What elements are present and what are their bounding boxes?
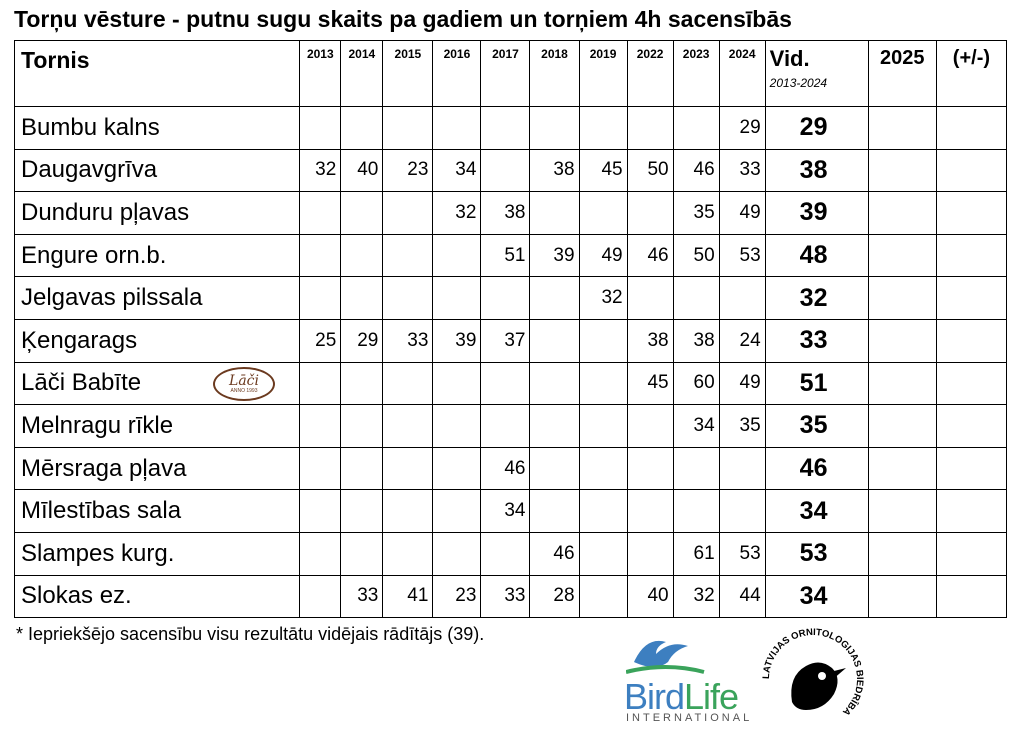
- diff-cell: [936, 107, 1006, 150]
- year-header: 2017: [481, 41, 530, 107]
- year-value-cell: 46: [627, 234, 673, 277]
- table-row: [15, 575, 1007, 618]
- year-value-cell: [341, 277, 383, 320]
- table-row: [15, 234, 1007, 277]
- diff-cell: [936, 575, 1006, 618]
- tower-name-cell: [15, 107, 300, 150]
- year-value-cell: [579, 405, 627, 448]
- tower-history-table: [14, 40, 1007, 618]
- laci-logo-sub: ANNO 1993: [230, 387, 258, 394]
- year-value-cell: [300, 107, 341, 150]
- average-value-cell: 38: [765, 149, 868, 192]
- diff-cell: [936, 277, 1006, 320]
- year-2025-cell: [868, 405, 936, 448]
- year-value-cell: [300, 447, 341, 490]
- footnote: * Iepriekšējo sacensību visu rezultātu vidējais rādītājs (39).: [16, 624, 485, 644]
- year-value-cell: [341, 362, 383, 405]
- tower-name: Slampes kurg.: [21, 539, 175, 567]
- year-2025-cell: [868, 362, 936, 405]
- year-value-cell: [579, 490, 627, 533]
- year-value-cell: [481, 362, 530, 405]
- tower-name: Daugavgrīva: [21, 156, 158, 184]
- table-row: [15, 447, 1007, 490]
- year-value-cell: [579, 107, 627, 150]
- laci-sponsor-logo: [213, 367, 275, 401]
- year-value-cell: [530, 277, 579, 320]
- year-2025-cell: [868, 490, 936, 533]
- year-header: 2015: [383, 41, 433, 107]
- year-value-cell: 40: [627, 575, 673, 618]
- diff-cell: [936, 405, 1006, 448]
- table-row: [15, 192, 1007, 235]
- year-header: 2016: [433, 41, 481, 107]
- year-value-cell: [673, 107, 719, 150]
- year-2025-cell: [868, 319, 936, 362]
- year-value-cell: [719, 447, 765, 490]
- header-row: [15, 41, 1007, 107]
- year-2025-cell: [868, 532, 936, 575]
- average-label: Vid.: [769, 46, 810, 71]
- year-value-cell: [383, 532, 433, 575]
- year-value-cell: [383, 107, 433, 150]
- year-value-cell: 40: [341, 149, 383, 192]
- year-value-cell: [300, 575, 341, 618]
- year-value-cell: [579, 447, 627, 490]
- average-value-cell: 51: [765, 362, 868, 405]
- diff-cell: [936, 149, 1006, 192]
- birdlife-international-text: INTERNATIONAL: [626, 712, 753, 724]
- year-value-cell: 39: [530, 234, 579, 277]
- year-value-cell: 35: [673, 192, 719, 235]
- year-2025-cell: [868, 575, 936, 618]
- year-value-cell: [530, 490, 579, 533]
- year-value-cell: [530, 362, 579, 405]
- birdlife-bird-icon: [626, 632, 706, 680]
- year-value-cell: [673, 277, 719, 320]
- tower-name-cell: [15, 149, 300, 192]
- year-value-cell: 38: [481, 192, 530, 235]
- year-value-cell: [530, 192, 579, 235]
- year-value-cell: 34: [481, 490, 530, 533]
- year-value-cell: 29: [341, 319, 383, 362]
- year-value-cell: [719, 277, 765, 320]
- tower-name-cell: [15, 319, 300, 362]
- diff-cell: [936, 319, 1006, 362]
- year-value-cell: [433, 405, 481, 448]
- year-value-cell: [673, 490, 719, 533]
- year-value-cell: [579, 532, 627, 575]
- year-value-cell: [341, 405, 383, 448]
- tower-name-cell: [15, 447, 300, 490]
- year-value-cell: 25: [300, 319, 341, 362]
- year-2025-cell: [868, 107, 936, 150]
- year-value-cell: [383, 234, 433, 277]
- year-2025-header: 2025: [868, 41, 936, 107]
- year-value-cell: [300, 405, 341, 448]
- year-value-cell: 49: [719, 362, 765, 405]
- table-row: [15, 405, 1007, 448]
- year-header: 2019: [579, 41, 627, 107]
- tower-name-cell: [15, 192, 300, 235]
- year-value-cell: [719, 490, 765, 533]
- year-value-cell: 50: [673, 234, 719, 277]
- average-value-cell: 48: [765, 234, 868, 277]
- tower-name-cell: [15, 362, 300, 405]
- year-value-cell: [341, 107, 383, 150]
- average-value-cell: 53: [765, 532, 868, 575]
- year-value-cell: 34: [673, 405, 719, 448]
- year-2025-cell: [868, 277, 936, 320]
- table-row: [15, 277, 1007, 320]
- year-header: 2024: [719, 41, 765, 107]
- diff-cell: [936, 447, 1006, 490]
- year-2025-cell: [868, 234, 936, 277]
- diff-cell: [936, 234, 1006, 277]
- tower-name-cell: [15, 575, 300, 618]
- lob-bird-icon: [791, 662, 837, 710]
- laci-logo-text: Lāči: [229, 372, 259, 389]
- year-value-cell: [433, 362, 481, 405]
- year-value-cell: 38: [627, 319, 673, 362]
- year-value-cell: 51: [481, 234, 530, 277]
- year-value-cell: 35: [719, 405, 765, 448]
- table-row: [15, 490, 1007, 533]
- year-header: 2013: [300, 41, 341, 107]
- year-value-cell: [300, 490, 341, 533]
- year-value-cell: [383, 192, 433, 235]
- diff-cell: [936, 532, 1006, 575]
- year-value-cell: [300, 277, 341, 320]
- year-value-cell: [341, 447, 383, 490]
- tower-name-cell: [15, 405, 300, 448]
- tower-name-cell: [15, 234, 300, 277]
- year-value-cell: 23: [433, 575, 481, 618]
- year-value-cell: [383, 277, 433, 320]
- year-value-cell: 49: [579, 234, 627, 277]
- year-value-cell: [530, 405, 579, 448]
- average-value-cell: 34: [765, 575, 868, 618]
- birdlife-life-text: Life: [684, 676, 739, 717]
- year-value-cell: [433, 490, 481, 533]
- table-row: [15, 532, 1007, 575]
- year-value-cell: [341, 532, 383, 575]
- year-value-cell: [433, 532, 481, 575]
- year-value-cell: 53: [719, 532, 765, 575]
- year-header: 2018: [530, 41, 579, 107]
- year-value-cell: [383, 405, 433, 448]
- year-value-cell: 28: [530, 575, 579, 618]
- table-row: [15, 362, 1007, 405]
- year-2025-cell: [868, 192, 936, 235]
- year-value-cell: 61: [673, 532, 719, 575]
- year-value-cell: 32: [433, 192, 481, 235]
- year-value-cell: [481, 149, 530, 192]
- average-header: [765, 41, 868, 107]
- tower-name: Jelgavas pilssala: [21, 284, 203, 312]
- page-title: Torņu vēsture - putnu sugu skaits pa gadiem un torņiem 4h sacensībās: [14, 6, 792, 32]
- year-value-cell: [579, 319, 627, 362]
- diff-cell: [936, 362, 1006, 405]
- year-value-cell: 49: [719, 192, 765, 235]
- tornis-header: Tornis: [15, 41, 300, 107]
- year-value-cell: [627, 447, 673, 490]
- tower-name: Mīlestības sala: [21, 497, 182, 525]
- year-value-cell: 33: [341, 575, 383, 618]
- year-value-cell: 23: [383, 149, 433, 192]
- year-value-cell: 32: [673, 575, 719, 618]
- year-value-cell: 41: [383, 575, 433, 618]
- year-value-cell: [627, 192, 673, 235]
- year-value-cell: [383, 490, 433, 533]
- year-value-cell: [383, 447, 433, 490]
- tower-name: Slokas ez.: [21, 582, 132, 610]
- tower-name: Dunduru pļavas: [21, 198, 190, 226]
- year-value-cell: 53: [719, 234, 765, 277]
- diff-header: (+/-): [936, 41, 1006, 107]
- lob-logo: [758, 624, 868, 734]
- year-value-cell: [383, 362, 433, 405]
- year-value-cell: [300, 532, 341, 575]
- year-value-cell: 46: [530, 532, 579, 575]
- birdlife-logo: [620, 632, 760, 727]
- year-value-cell: [481, 532, 530, 575]
- year-value-cell: [341, 234, 383, 277]
- year-value-cell: 32: [300, 149, 341, 192]
- year-value-cell: 50: [627, 149, 673, 192]
- year-value-cell: 39: [433, 319, 481, 362]
- year-value-cell: [481, 277, 530, 320]
- year-header: 2023: [673, 41, 719, 107]
- year-value-cell: [481, 405, 530, 448]
- year-value-cell: [433, 277, 481, 320]
- diff-cell: [936, 192, 1006, 235]
- average-range: 2013-2024: [769, 76, 828, 90]
- year-value-cell: 45: [627, 362, 673, 405]
- year-value-cell: [627, 532, 673, 575]
- year-header: 2022: [627, 41, 673, 107]
- table-row: [15, 319, 1007, 362]
- year-value-cell: 34: [433, 149, 481, 192]
- year-value-cell: [579, 575, 627, 618]
- year-value-cell: [300, 362, 341, 405]
- average-value-cell: 32: [765, 277, 868, 320]
- year-value-cell: 44: [719, 575, 765, 618]
- tower-name-cell: [15, 277, 300, 320]
- tower-name-cell: [15, 532, 300, 575]
- average-value-cell: 33: [765, 319, 868, 362]
- year-2025-cell: [868, 447, 936, 490]
- year-value-cell: 32: [579, 277, 627, 320]
- year-value-cell: 33: [383, 319, 433, 362]
- average-value-cell: 46: [765, 447, 868, 490]
- year-value-cell: 46: [481, 447, 530, 490]
- year-value-cell: [530, 319, 579, 362]
- year-value-cell: [433, 234, 481, 277]
- year-value-cell: [627, 405, 673, 448]
- year-value-cell: [481, 107, 530, 150]
- year-value-cell: 38: [673, 319, 719, 362]
- year-value-cell: [300, 234, 341, 277]
- year-value-cell: 45: [579, 149, 627, 192]
- year-value-cell: [627, 277, 673, 320]
- birdlife-bird-text: Bird: [624, 676, 685, 717]
- year-value-cell: [433, 107, 481, 150]
- table-row: [15, 149, 1007, 192]
- tower-name: Ķengarags: [21, 326, 138, 354]
- year-value-cell: 33: [719, 149, 765, 192]
- year-value-cell: 37: [481, 319, 530, 362]
- year-value-cell: 38: [530, 149, 579, 192]
- year-value-cell: 24: [719, 319, 765, 362]
- tower-name: Lāči Babīte: [21, 369, 142, 397]
- tower-name: Melnragu rīkle: [21, 411, 174, 439]
- average-value-cell: 29: [765, 107, 868, 150]
- year-header: 2014: [341, 41, 383, 107]
- year-value-cell: [579, 362, 627, 405]
- year-value-cell: [627, 490, 673, 533]
- diff-cell: [936, 490, 1006, 533]
- year-value-cell: [579, 192, 627, 235]
- year-value-cell: [341, 490, 383, 533]
- average-value-cell: 35: [765, 405, 868, 448]
- table-row: [15, 107, 1007, 150]
- lob-ring-text: LATVIJAS ORNITOLOGIJAS BIEDRĪBA: [760, 626, 866, 718]
- tower-name: Engure orn.b.: [21, 241, 167, 269]
- year-value-cell: [673, 447, 719, 490]
- year-value-cell: [530, 107, 579, 150]
- year-value-cell: [341, 192, 383, 235]
- year-value-cell: 60: [673, 362, 719, 405]
- year-value-cell: 46: [673, 149, 719, 192]
- average-value-cell: 39: [765, 192, 868, 235]
- year-value-cell: [530, 447, 579, 490]
- year-2025-cell: [868, 149, 936, 192]
- year-value-cell: 33: [481, 575, 530, 618]
- year-value-cell: [433, 447, 481, 490]
- tower-name: Mērsraga pļava: [21, 454, 187, 482]
- year-value-cell: [300, 192, 341, 235]
- year-value-cell: [627, 107, 673, 150]
- year-value-cell: 29: [719, 107, 765, 150]
- tower-name-cell: [15, 490, 300, 533]
- average-value-cell: 34: [765, 490, 868, 533]
- tower-name: Bumbu kalns: [21, 113, 160, 141]
